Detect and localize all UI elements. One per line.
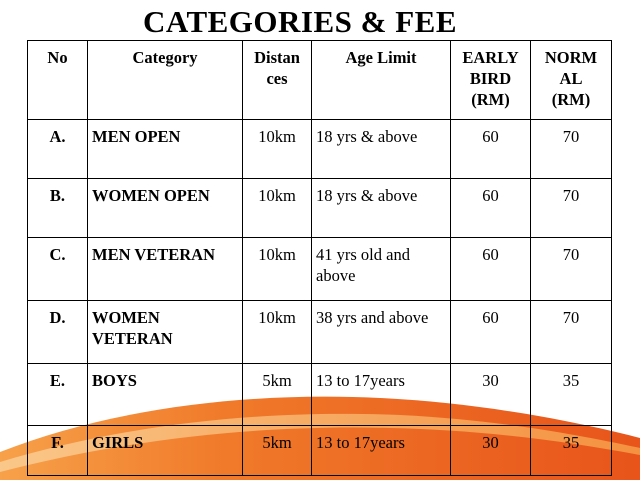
- row-early-bird-fee: 60: [451, 238, 531, 301]
- table-row: [28, 179, 612, 238]
- row-distance: 5km: [243, 364, 312, 426]
- row-age-limit: 13 to 17years: [312, 364, 451, 426]
- header-normal-line2: AL: [559, 69, 583, 88]
- row-category: MEN OPEN: [88, 120, 243, 179]
- table-row: [28, 301, 612, 364]
- row-category: BOYS: [88, 364, 243, 426]
- header-normal-line1: NORM: [544, 48, 598, 67]
- header-early-line3: (RM): [471, 90, 510, 109]
- header-no: No: [28, 41, 88, 120]
- row-distance: 5km: [243, 426, 312, 476]
- row-no: E.: [28, 364, 88, 426]
- table-row: [28, 426, 612, 476]
- row-age-limit: 18 yrs & above: [312, 179, 451, 238]
- header-normal-line3: (RM): [551, 90, 591, 109]
- row-distance: 10km: [243, 120, 312, 179]
- row-category: WOMEN OPEN: [88, 179, 243, 238]
- categories-fee-table: [27, 40, 612, 476]
- row-no: D.: [28, 301, 88, 364]
- header-distances: [243, 41, 312, 120]
- row-no: B.: [28, 179, 88, 238]
- table-row: [28, 120, 612, 179]
- row-normal-fee: 70: [531, 238, 612, 301]
- row-early-bird-fee: 60: [451, 179, 531, 238]
- header-normal: [531, 41, 612, 120]
- table-row: [28, 364, 612, 426]
- row-age-limit: 18 yrs & above: [312, 120, 451, 179]
- table-header-row: [28, 41, 612, 120]
- row-normal-fee: 70: [531, 301, 612, 364]
- row-early-bird-fee: 60: [451, 120, 531, 179]
- row-normal-fee: 35: [531, 426, 612, 476]
- header-category: Category: [88, 41, 243, 120]
- row-category: GIRLS: [88, 426, 243, 476]
- row-distance: 10km: [243, 179, 312, 238]
- row-no: C.: [28, 238, 88, 301]
- header-early-line2: BIRD: [469, 69, 512, 88]
- row-normal-fee: 70: [531, 120, 612, 179]
- row-early-bird-fee: 30: [451, 426, 531, 476]
- row-age-limit: 41 yrs old and above: [312, 238, 451, 301]
- row-category: MEN VETERAN: [88, 238, 243, 301]
- row-distance: 10km: [243, 301, 312, 364]
- row-no: A.: [28, 120, 88, 179]
- row-no: F.: [28, 426, 88, 476]
- slide-title: CATEGORIES & FEE: [142, 4, 458, 39]
- header-distances-line1: Distan: [254, 48, 300, 67]
- header-age-limit: Age Limit: [312, 41, 451, 120]
- header-distances-line2: ces: [266, 69, 288, 88]
- row-early-bird-fee: 30: [451, 364, 531, 426]
- row-age-limit: 38 yrs and above: [312, 301, 451, 364]
- row-normal-fee: 35: [531, 364, 612, 426]
- table-row: [28, 238, 612, 301]
- row-age-limit: 13 to 17years: [312, 426, 451, 476]
- header-early-bird: [451, 41, 531, 120]
- row-early-bird-fee: 60: [451, 301, 531, 364]
- row-distance: 10km: [243, 238, 312, 301]
- row-normal-fee: 70: [531, 179, 612, 238]
- header-early-line1: EARLY: [462, 48, 519, 67]
- row-category: WOMEN VETERAN: [88, 301, 243, 364]
